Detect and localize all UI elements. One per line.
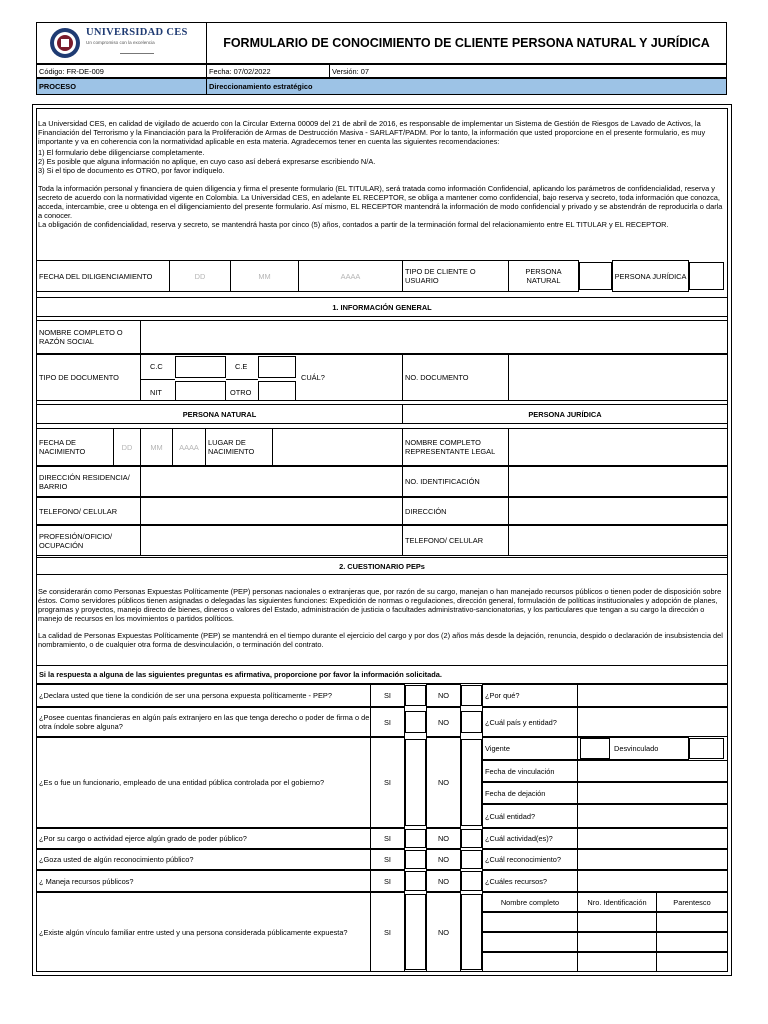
tipo-documento-label: TIPO DE DOCUMENTO (36, 354, 141, 401)
intro-paragraph-3: La obligación de confidencialidad, reserva y secreto, se mantendrá hasta por cinco (5) años, contados a partir de la terminación formal del relacionamiento entre EL TITULAR y EL RECEPTOR. (38, 220, 669, 229)
q7-si-label: SI (370, 892, 405, 972)
q2-si-checkbox[interactable] (405, 711, 426, 733)
nit-checkbox[interactable] (175, 381, 226, 401)
pep-paragraph-1: Se considerarán como Personas Expuestas Políticamente (PEP) personas nacionales o extranjeras que, por razón de su cargo, manejan o han manejado recursos públicos o tienen poder de disposición sobre éstos. Como servidores públicos tienen asignadas o delegadas las siguientes funciones: Expedición de normas o regulaciones, dirección general, formulación de políticas institucionales y adopción de planes, programas y proyectos, manejo directo de bienes, dineros o valores del Estado, administración de justicia o facultades administrativo-sancionatorias, y los particulares que tengan a su cargo la dirección o manejo de recursos en los movimientos o partidos políticos. (38, 587, 722, 623)
pep-text (38, 587, 726, 649)
profesion-input[interactable] (140, 525, 403, 556)
q1-si-checkbox[interactable] (405, 685, 426, 706)
otro-label: OTRO (230, 388, 252, 397)
q3-si-checkbox[interactable] (405, 739, 426, 826)
q5-question: ¿Goza usted de algún reconocimiento público? (36, 849, 371, 870)
recommendation-1: 1) El formulario debe diligenciarse completamente. (38, 148, 205, 157)
codigo-cell: Código: FR-DE-009 (36, 64, 207, 78)
section-1-title: 1. INFORMACIÓN GENERAL (36, 297, 728, 317)
q5-si-label: SI (370, 849, 405, 870)
intro-paragraph-2: Toda la información personal y financiera de quien diligencia y firma el presente formulario (EL TITULAR), será tratada como información Confidencial, aplicando los parámetros de confidencialidad, reserva y secreto de acuerdo con la normatividad vigente en Colombia. La Universidad CES, en adelante EL RECEPTOR, se obliga a mantener como confidencial, bajo reserva y secreto, toda información que conozca, acceda, intercambie, cree u obtenga en el diligenciamiento del presente formulario. Así mismo, EL RECEPTOR mantendrá la información de modo confidencial y privado y se abstendrán de reproducirla o darla a conocer. (38, 184, 723, 220)
telefono-input[interactable] (140, 497, 403, 525)
q4-si-label: SI (370, 828, 405, 849)
q6-si-label: SI (370, 870, 405, 892)
persona-juridica-checkbox[interactable] (689, 262, 724, 290)
q3-no-label: NO (426, 737, 461, 828)
cc-checkbox[interactable] (175, 356, 226, 378)
fecha-doc-cell: Fecha: 07/02/2022 (206, 64, 330, 78)
q7-row-1-identificacion[interactable] (577, 912, 657, 932)
otro-divider (226, 379, 258, 380)
q3-vigente-checkbox[interactable] (580, 738, 610, 759)
q6-recursos-input[interactable] (577, 870, 728, 892)
q2-pais-label: ¿Cuál país y entidad? (482, 707, 578, 737)
university-seal-icon (49, 27, 81, 59)
q3-entidad-label: ¿Cuál entidad? (482, 804, 578, 828)
fecha-aaaa-input[interactable]: AAAA (298, 260, 403, 292)
no-documento-label: NO. DOCUMENTO (402, 354, 509, 401)
no-identificacion-label: NO. IDENTIFICACIÓN (402, 466, 509, 497)
persona-natural-header: PERSONA NATURAL (36, 404, 403, 424)
q4-no-label: NO (426, 828, 461, 849)
tipo-cliente-label: TIPO DE CLIENTE O USUARIO (402, 260, 509, 292)
telefono-juridica-label: TELEFONO/ CELULAR (402, 525, 509, 556)
nombre-completo-label: NOMBRE COMPLETO O RAZÓN SOCIAL (36, 320, 141, 354)
persona-juridica-header: PERSONA JURÍDICA (402, 404, 728, 424)
nit-label: NIT (150, 388, 162, 397)
recommendation-2: 2) Es posible que alguna información no aplique, en cuyo caso así deberá expresarse escribiendo N/A. (38, 157, 376, 166)
fecha-dd-input[interactable]: DD (169, 260, 231, 292)
q2-no-label: NO (426, 707, 461, 737)
q7-no-checkbox[interactable] (461, 894, 482, 970)
intro-paragraph-1: La Universidad CES, en calidad de vigilado de acuerdo con la Circular Externa 00009 del 21 de abril de 2016, es responsable de implementar un Sistema de Gestión de Riesgos de Lavado de Activos, la Financiación del Terrorismo y la Financiación para la Proliferación de Armas de Destrucción Masiva - SARLAFT/PADM. Por lo tanto, la información que usted proporcione en el presente formulario, es muy importante y va en coherencia con la normatividad aplicable en esta materia. Agradecemos tener en cuenta las siguientes recomendaciones: (38, 119, 706, 146)
q6-recursos-label: ¿Cuáles recursos? (482, 870, 578, 892)
q7-col-nombre: Nombre completo (482, 892, 578, 912)
recommendation-3: 3) Si el tipo de documento es OTRO, por favor indíquelo. (38, 166, 225, 175)
proceso-label: PROCESO (36, 78, 207, 95)
q2-question: ¿Posee cuentas financieras en algún país extranjero en las que tenga derecho o poder de firma o de otra índole sobre alguna? (36, 707, 371, 737)
q3-entidad-input[interactable] (577, 804, 728, 828)
q3-fecha-dejacion-label: Fecha de dejación (482, 782, 578, 804)
logo-name: UNIVERSIDAD CES (86, 27, 188, 38)
q1-por-que-input[interactable] (577, 684, 728, 707)
persona-natural-label: PERSONA NATURAL (508, 260, 579, 292)
otro-checkbox[interactable] (258, 381, 296, 401)
q3-fecha-vinculacion-label: Fecha de vinculación (482, 760, 578, 782)
q2-no-checkbox[interactable] (461, 711, 482, 733)
q7-row-2-identificacion[interactable] (577, 932, 657, 952)
q7-si-checkbox[interactable] (405, 894, 426, 970)
cc-label: C.C (150, 362, 163, 371)
version-cell: Versión: 07 (329, 64, 727, 78)
q4-question: ¿Por su cargo o actividad ejerce algún grado de poder público? (36, 828, 371, 849)
q7-row-2-nombre[interactable] (482, 932, 578, 952)
proceso-value: Direccionamiento estratégico (206, 78, 727, 95)
q1-no-label: NO (426, 684, 461, 707)
intro-text (38, 119, 726, 229)
q3-vigente-label: Vigente (482, 737, 578, 760)
representante-legal-label: NOMBRE COMPLETO REPRESENTANTE LEGAL (402, 428, 509, 466)
q7-row-3-nombre[interactable] (482, 952, 578, 972)
direccion-residencia-input[interactable] (140, 466, 403, 497)
cual-label: CUÁL? (301, 373, 325, 382)
form-title: FORMULARIO DE CONOCIMIENTO DE CLIENTE PERSONA NATURAL Y JURÍDICA (206, 22, 727, 64)
q1-si-label: SI (370, 684, 405, 707)
no-identificacion-input[interactable] (508, 466, 728, 497)
nombre-completo-input[interactable] (140, 320, 728, 354)
q2-pais-input[interactable] (577, 707, 728, 737)
q6-si-checkbox[interactable] (405, 871, 426, 891)
fecha-nacimiento-label: FECHA DE NACIMIENTO (36, 428, 114, 466)
q7-question: ¿Existe algún vínculo familiar entre usted y una persona considerada públicamente expuesta? (36, 892, 371, 972)
nacimiento-mm-input[interactable]: MM (140, 428, 173, 466)
fecha-diligenciamiento-label: FECHA DEL DILIGENCIAMIENTO (36, 260, 170, 292)
logo-underline (120, 53, 154, 54)
fecha-mm-input[interactable]: MM (230, 260, 299, 292)
logo-tagline: Un compromiso con la excelencia (86, 40, 155, 45)
nit-divider (140, 379, 175, 380)
persona-natural-checkbox[interactable] (579, 262, 612, 290)
q4-si-checkbox[interactable] (405, 829, 426, 848)
q7-row-2-parentesco[interactable] (656, 932, 728, 952)
nacimiento-dd-input[interactable]: DD (113, 428, 141, 466)
q3-desvinculado-checkbox[interactable] (689, 738, 724, 759)
direccion-input[interactable] (508, 497, 728, 525)
q7-col-identificacion: Nro. Identificación (577, 892, 657, 912)
q7-row-3-parentesco[interactable] (656, 952, 728, 972)
q3-fecha-dejacion-input[interactable] (577, 782, 728, 804)
q7-no-label: NO (426, 892, 461, 972)
lugar-nacimiento-input[interactable] (272, 428, 403, 466)
q5-si-checkbox[interactable] (405, 850, 426, 869)
q7-col-parentesco: Parentesco (656, 892, 728, 912)
q1-no-checkbox[interactable] (461, 685, 482, 706)
q3-desvinculado-label: Desvinculado (609, 737, 689, 760)
q2-si-label: SI (370, 707, 405, 737)
ce-checkbox[interactable] (258, 356, 296, 378)
q3-si-label: SI (370, 737, 405, 828)
q1-por-que-label: ¿Por qué? (482, 684, 578, 707)
telefono-label: TELEFONO/ CELULAR (36, 497, 141, 525)
q1-question: ¿Declara usted que tiene la condición de ser una persona expuesta políticamente - PEP? (36, 684, 371, 707)
q4-no-checkbox[interactable] (461, 829, 482, 848)
q3-no-checkbox[interactable] (461, 739, 482, 826)
q5-no-label: NO (426, 849, 461, 870)
q7-row-3-identificacion[interactable] (577, 952, 657, 972)
lugar-nacimiento-label: LUGAR DE NACIMIENTO (205, 428, 273, 466)
q6-question: ¿ Maneja recursos públicos? (36, 870, 371, 892)
q6-no-label: NO (426, 870, 461, 892)
q7-row-1-parentesco[interactable] (656, 912, 728, 932)
q4-actividad-label: ¿Cuál actividad(es)? (482, 828, 578, 849)
direccion-residencia-label: DIRECCIÓN RESIDENCIA/ BARRIO (36, 466, 141, 497)
q5-no-checkbox[interactable] (461, 850, 482, 869)
section-2-title: 2. CUESTIONARIO PEPs (36, 557, 728, 575)
pep-paragraph-2: La calidad de Personas Expuestas Políticamente (PEP) se mantendrá en el tiempo durante el ejercicio del cargo y por dos (2) años más desde la dejación, renuncia, despido o declaración de insubsistencia del nombramiento, o de cualquier otra forma de desvinculación, o terminación del contrato. (38, 631, 723, 649)
persona-juridica-label: PERSONA JURÍDICA (612, 260, 689, 292)
q5-reconocimiento-input[interactable] (577, 849, 728, 870)
nacimiento-aaaa-input[interactable]: AAAA (172, 428, 206, 466)
pep-instruction: Si la respuesta a alguna de las siguientes preguntas es afirmativa, proporcione por favor la información solicitada. (36, 665, 728, 684)
q3-question: ¿Es o fue un funcionario, empleado de una entidad pública controlada por el gobierno? (36, 737, 371, 828)
profesion-label: PROFESIÓN/OFICIO/ OCUPACIÓN (36, 525, 141, 556)
q6-no-checkbox[interactable] (461, 871, 482, 891)
q7-row-1-nombre[interactable] (482, 912, 578, 932)
q3-fecha-vinculacion-input[interactable] (577, 760, 728, 782)
direccion-label: DIRECCIÓN (402, 497, 509, 525)
q5-reconocimiento-label: ¿Cuál reconocimiento? (482, 849, 578, 870)
representante-legal-input[interactable] (508, 428, 728, 466)
no-documento-input[interactable] (508, 354, 728, 401)
ce-label: C.E (235, 362, 248, 371)
telefono-juridica-input[interactable] (508, 525, 728, 556)
q4-actividad-input[interactable] (577, 828, 728, 849)
